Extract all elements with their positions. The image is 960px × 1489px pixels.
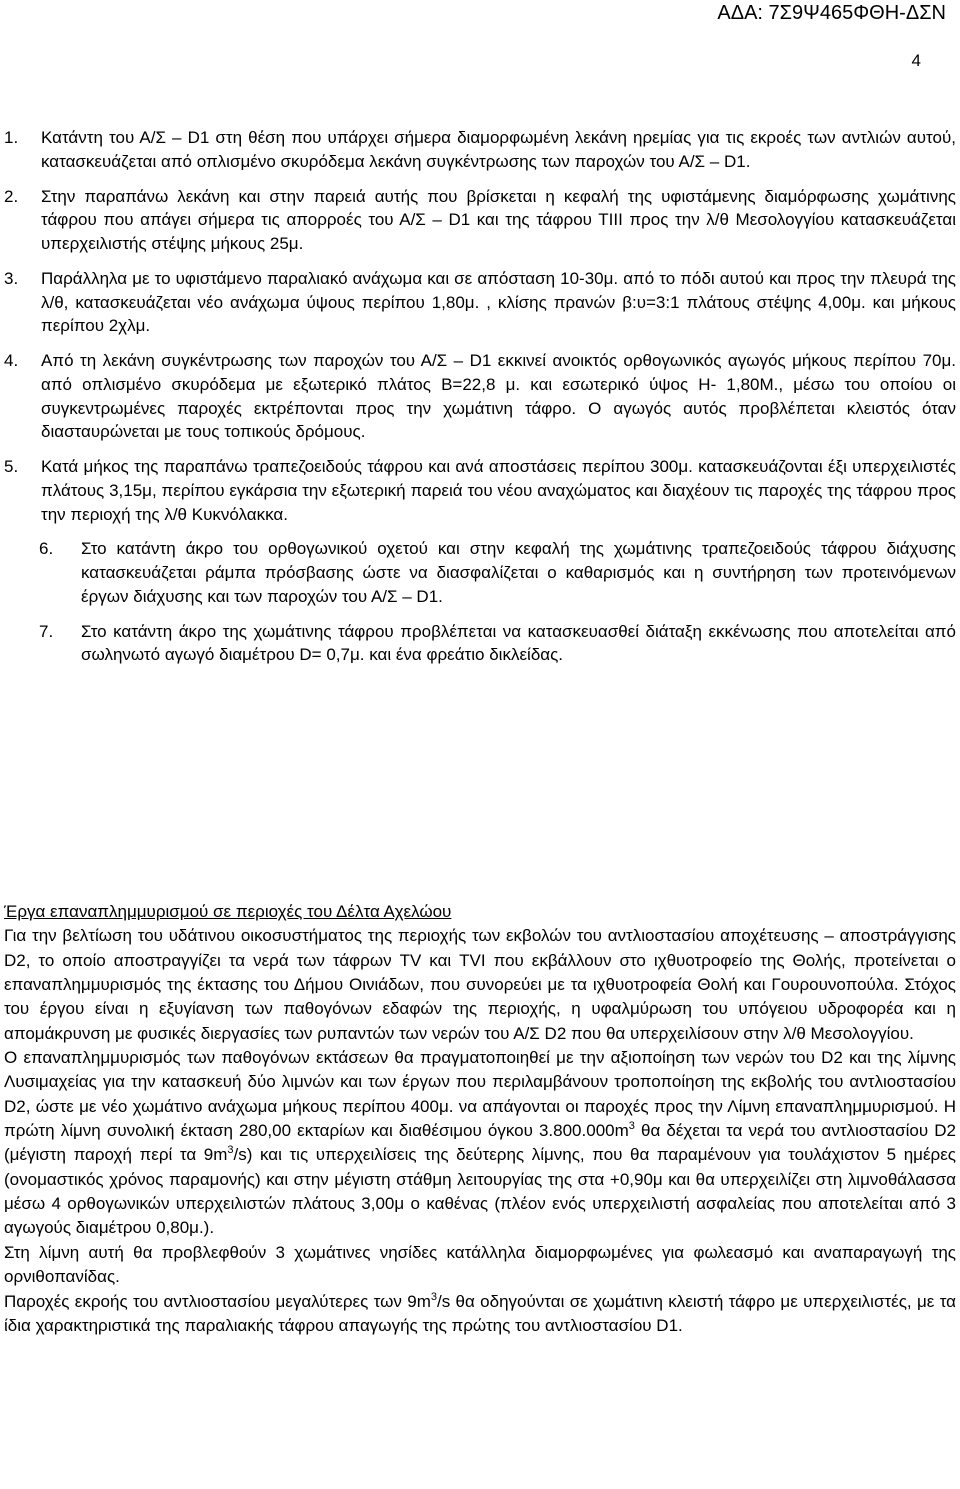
section-title: Έργα επαναπλημμυρισμού σε περιοχές του Δέλτα Αχελώου — [4, 902, 452, 921]
list-item — [4, 537, 956, 608]
list-item — [4, 267, 956, 338]
superscript: 3 — [628, 1120, 635, 1133]
list-item — [4, 455, 956, 526]
paragraph-text: Παροχές εκροής του αντλιοστασίου μεγαλύτερες των 9m — [4, 1291, 431, 1311]
list-item-number: 1. — [4, 128, 19, 147]
paragraph — [4, 1046, 956, 1241]
list-item-number: 4. — [4, 351, 19, 370]
list-item-text: Στην παραπάνω λεκάνη και στην παρειά αυτής που βρίσκεται η κεφαλή της υφιστάμενης διαμόρφωσης χωμάτινης τάφρου που απάγει σήμερα τις απορροές του Α/Σ – D1 και της τάφρου ΤΙΙΙ προς την λ/θ Μεσολογγίου κατασκευάζεται υπερχειλιστής στέψης μήκους 25μ. — [41, 186, 956, 253]
paragraph: Στη λίμνη αυτή θα προβλεφθούν 3 χωμάτινες νησίδες κατάλληλα διαμορφωμένες για φωλεασμό και αναπαραγωγή της ορνιθοπανίδας. — [4, 1242, 956, 1287]
section — [4, 900, 956, 1338]
paragraph: Για την βελτίωση του υδάτινου οικοσυστήματος της περιοχής των εκβολών του αντλιοστασίου αποχέτευσης – αποστράγγισης D2, το οποίο αποστραγγίζει τα νερά των τάφρων TV και TVI που εκβάλλουν στο ιχθυοτροφείο της Θολής, προτείνεται ο επαναπλημμυρισμός της έκτασης του Δήμου Οινιάδων, που συνορεύει με τα ιχθυοτροφεία Θολή και Γουρουνοπούλα. Στόχος του έργου είναι η εξυγίανση των παθογόνων εδαφών της περιοχής, η υφαλμύρωση του υπόγειου υδροφορέα και η απομάκρυνση με φυσικές διεργασίες των ρυπαντών των νερών του Α/Σ D2 που θα υπερχειλίσουν στην λ/θ Μεσολογγίου. — [4, 926, 956, 1043]
paragraph — [4, 1290, 956, 1339]
superscript: 3 — [430, 1290, 437, 1303]
list-item-number: 6. — [39, 539, 54, 559]
list-item — [4, 620, 956, 668]
paragraph-text: /s) και τις υπερχειλίσεις της δεύτερης λίμνης, που θα παραμένουν για τουλάχιστον 5 ημέρες (ονομαστικός χρόνος παραμονής) και στην μέγιστη στάθμη λειτουργίας της στα +0,90μ και θα υπερχειλίζει στη λιμνοθάλασσα μέσω 4 ορθογωνικών υπερχειλιστών πλάτους 3,00μ ο καθένας (πλέον ενός υπερχειλιστή ασφαλείας που αποτελείται από 3 αγωγούς διαμέτρου 0,80μ.). — [4, 1145, 956, 1238]
list-item-text: Από τη λεκάνη συγκέντρωσης των παροχών του Α/Σ – D1 εκκινεί ανοικτός ορθογωνικός αγωγός μήκους περίπου 70μ. από οπλισμένο σκυρόδεμα με εξωτερικό πλάτος Β=22,8 μ. και εσωτερικό ύψος Η- 1,80Μ., μέσω του οποίου οι συγκεντρωμένες παροχές εκτρέπονται προς την χωμάτινη τάφρο. Ο αγωγός αυτός προβλέπεται κλειστός όταν διασταυρώνεται με τους τοπικούς δρόμους. — [41, 351, 956, 442]
document-code: ΑΔΑ: 7Σ9Ψ465ΦΘΗ-ΔΣΝ — [717, 2, 946, 24]
list-item-number: 3. — [4, 268, 19, 288]
paragraph-text: Ο επαναπλημμυρισμός των παθογόνων εκτάσεων θα πραγματοποιηθεί με την αξιοποίηση των νερών του D2 και της λίμνης Λυσιμαχείας για την κατασκευή δύο λιμνών και των έργων που περιλαμβάνουν τροποποίηση της εκβολής του αντλιοστασίου D2, ώστε με νέο χωμάτινο ανάχωμα μήκους περίπου 400μ. να απάγονται οι παροχές προς την Λίμνη επαναπλημμυρισμού. Η πρώτη λίμνη συνολική έκταση 280,00 εκταρίων και διαθέσιμου όγκου 3.800.000m — [4, 1048, 956, 1141]
list-item-number: 5. — [4, 457, 19, 476]
list-item-text: Στο κατάντη άκρο του ορθογωνικού οχετού και στην κεφαλή της χωμάτινης τραπεζοειδούς τάφρου διάχυσης κατασκευάζεται ράμπα πρόσβασης ώστε να διασφαλίζεται ο καθαρισμός και η συντήρηση των προτεινόμενων έργων διάχυσης και των παροχών του Α/Σ – D1. — [81, 539, 956, 606]
list-item — [4, 126, 956, 174]
list-item — [4, 349, 956, 444]
list-item-number: 2. — [4, 186, 19, 206]
paragraph-text: θα δέχεται τα νερά του αντλιοστασίου D2 (μέγιστη παροχή περί τα 9m — [4, 1121, 956, 1165]
list-item-number: 7. — [39, 621, 54, 641]
paragraph-text: /s θα οδηγούνται σε χωμάτινη κλειστή τάφρο με υπερχειλιστές, με τα ίδια χαρακτηριστικά της παραλιακής τάφρου απαγωγής της πρώτης του αντλιοστασίου D1. — [4, 1291, 956, 1335]
numbered-list — [4, 126, 956, 667]
page-number: 4 — [911, 51, 921, 70]
list-item-text: Στο κατάντη άκρο της χωμάτινης τάφρου προβλέπεται να κατασκευασθεί διάταξη εκκένωσης που αποτελείται από σωληνωτό αγωγό διαμέτρου D= 0,7μ. και ένα φρεάτιο δικλείδας. — [81, 621, 956, 665]
list-item — [4, 185, 956, 256]
list-item-text: Κατάντη του Α/Σ – D1 στη θέση που υπάρχει σήμερα διαμορφωμένη λεκάνη ηρεμίας για τις εκροές των αντλιών αυτού, κατασκευάζεται από οπλισμένο σκυρόδεμα λεκάνη συγκέντρωσης των παροχών του Α/Σ – D1. — [41, 128, 956, 171]
superscript: 3 — [227, 1144, 234, 1157]
list-item-text: Κατά μήκος της παραπάνω τραπεζοειδούς τάφρου και ανά αποστάσεις περίπου 300μ. κατασκευάζονται έξι υπερχειλιστές πλάτους 3,15μ, περίπου εγκάρσια την εξωτερική παρειά του νέου αναχώματος και διαχέουν τις παροχές της τάφρου προς την περιοχή της λ/θ Κυκνόλακκα. — [41, 457, 956, 524]
list-item-text: Παράλληλα με το υφιστάμενο παραλιακό ανάχωμα και σε απόσταση 10-30μ. από το πόδι αυτού και προς την πλευρά της λ/θ, κατασκευάζεται νέο ανάχωμα ύψους περίπου 1,80μ. , κλίσης πρανών β:υ=3:1 πλάτους στέψης 4,00μ. και μήκους περίπου 2χλμ. — [41, 268, 956, 336]
